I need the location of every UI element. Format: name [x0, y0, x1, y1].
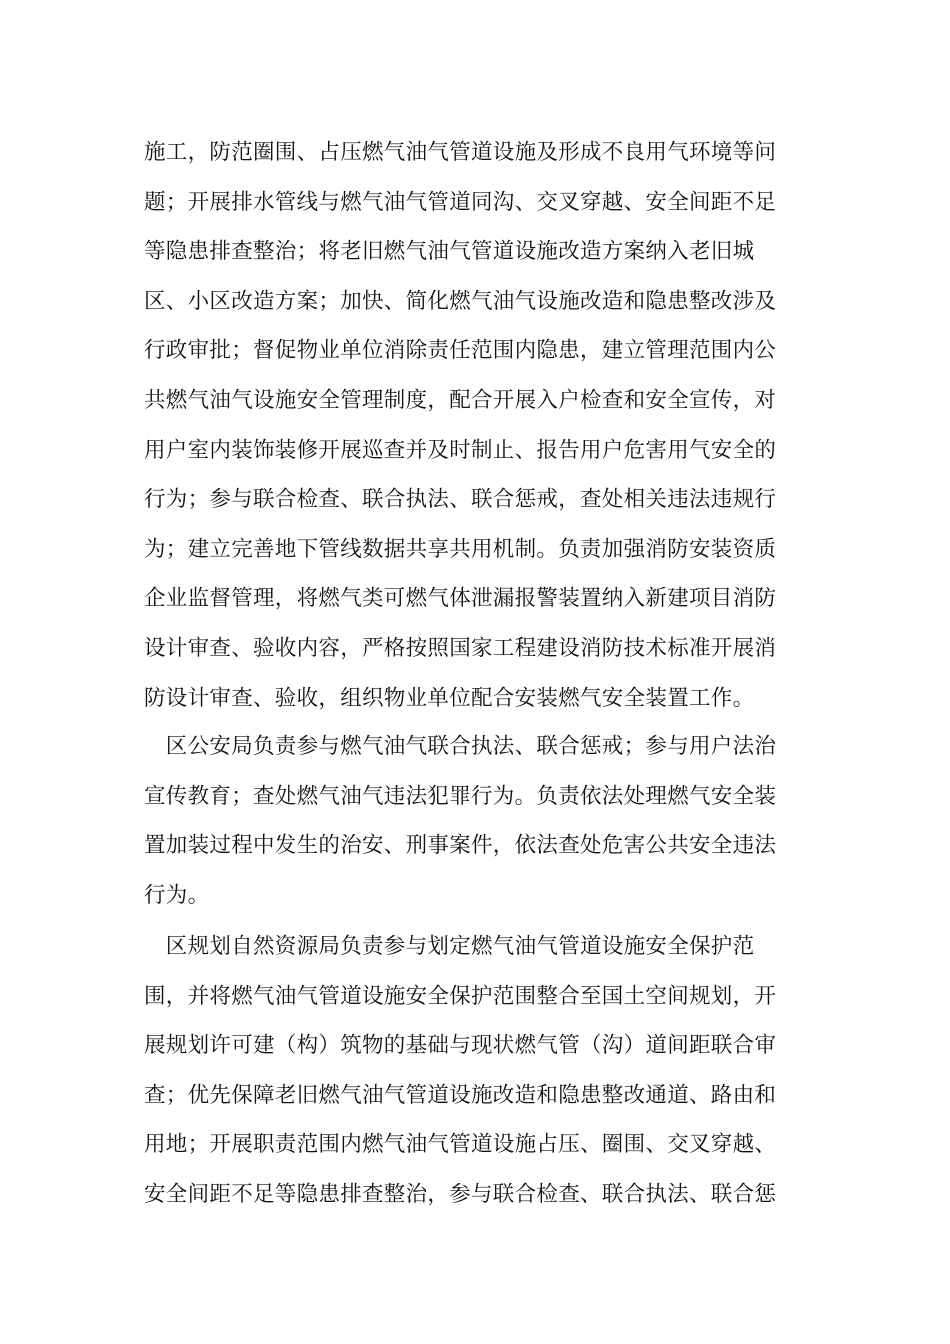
- text-line: 施工，防范圈围、占压燃气油气管道设施及形成不良用气环境等问: [144, 140, 777, 165]
- paragraph-public-security-bureau: [144, 722, 824, 920]
- text-line: 行为。: [144, 882, 210, 908]
- text-line: 防设计审查、验收，组织物业单位配合安装燃气安全装置工作。: [144, 685, 755, 711]
- text-line: 安全间距不足等隐患排查整治，参与联合检查、联合执法、联合惩: [144, 1181, 777, 1207]
- text-line: 展规划许可建（构）筑物的基础与现状燃气管（沟）道间距联合审: [144, 1033, 777, 1059]
- text-line: 用地；开展职责范围内燃气油气管道设施占压、圈围、交叉穿越、: [144, 1132, 777, 1158]
- paragraph-housing-construction: [144, 128, 824, 723]
- text-line: 用户室内装饰装修开展巡查并及时制止、报告用户危害用气安全的: [144, 437, 777, 463]
- text-line: 共燃气油气设施安全管理制度，配合开展入户检查和安全宣传，对: [144, 387, 777, 413]
- paragraph-planning-natural-resources-bureau: [144, 922, 824, 1220]
- text-line: 宣传教育；查处燃气油气违法犯罪行为。负责依法处理燃气安全装: [144, 783, 777, 809]
- text-line: 区公安局负责参与燃气油气联合执法、联合惩戒；参与用户法治: [144, 734, 777, 759]
- text-line: 置加装过程中发生的治安、刑事案件，依法查处危害公共安全违法: [144, 833, 777, 859]
- text-line: 行政审批；督促物业单位消除责任范围内隐患，建立管理范围内公: [144, 338, 777, 364]
- text-line: 查；优先保障老旧燃气油气管道设施改造和隐患整改通道、路由和: [144, 1082, 777, 1108]
- text-line: 题；开展排水管线与燃气油气管道同沟、交叉穿越、安全间距不足: [144, 189, 777, 215]
- text-line: 等隐患排查整治；将老旧燃气油气管道设施改造方案纳入老旧城: [144, 239, 755, 265]
- text-line: 设计审查、验收内容，严格按照国家工程建设消防技术标准开展消: [144, 635, 777, 661]
- text-line: 企业监督管理，将燃气类可燃气体泄漏报警装置纳入新建项目消防: [144, 586, 777, 612]
- text-line: 围，并将燃气油气管道设施安全保护范围整合至国土空间规划，开: [144, 983, 777, 1009]
- text-line: 行为；参与联合检查、联合执法、联合惩戒，查处相关违法违规行: [144, 487, 777, 513]
- text-line: 区规划自然资源局负责参与划定燃气油气管道设施安全保护范: [144, 934, 755, 959]
- text-line: 为；建立完善地下管线数据共享共用机制。负责加强消防安装资质: [144, 536, 777, 562]
- text-line: 区、小区改造方案；加快、简化燃气油气设施改造和隐患整改涉及: [144, 288, 777, 314]
